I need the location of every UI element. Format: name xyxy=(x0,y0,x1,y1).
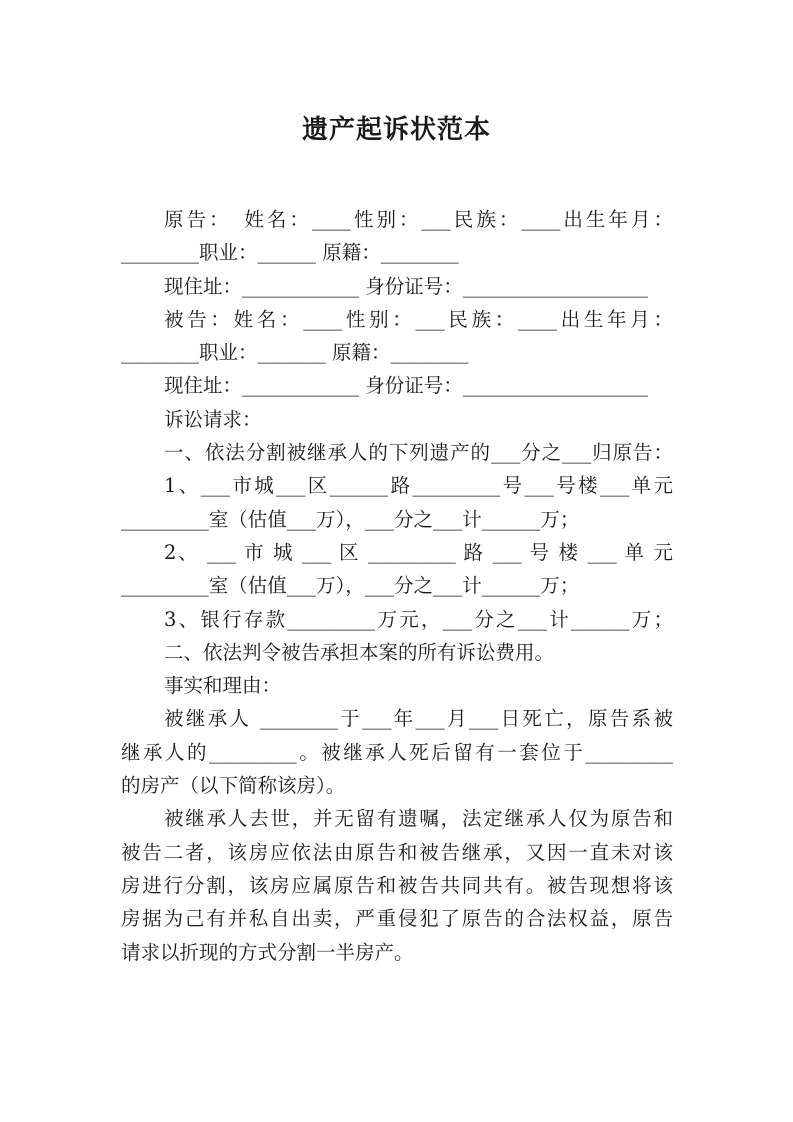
text-line: 被告二者，该房应依法由原告和被告继承，又因一直未对该 xyxy=(121,840,673,864)
text-line: 现住址：____________ 身份证号：___________________ xyxy=(164,374,648,398)
text-line: 房据为己有并私自出卖，严重侵犯了原告的合法权益，原告 xyxy=(121,907,673,931)
text-line: 继承人的_________。被继承人死后留有一套位于_________ xyxy=(121,740,673,764)
text-line: 二、依法判令被告承担本案的所有诉讼费用。 xyxy=(164,640,555,664)
text-line: 房进行分割，该房应属原告和被告共同共有。被告现想将该 xyxy=(121,873,673,897)
text-line: 诉讼请求： xyxy=(164,407,262,431)
text-line: 原告： 姓名：____性别：___民族：____出生年月： xyxy=(164,208,673,231)
text-line: ________职业：______ 原籍：________ xyxy=(121,241,459,265)
text-line: 的房产（以下简称该房）。 xyxy=(121,774,346,798)
text-line: 2、 ___ 市 城 ___ 区 _________ 路 ___ 号 楼 ___ 单 元 xyxy=(164,540,673,564)
text-line: 事实和理由： xyxy=(164,674,282,698)
text-line: 现住址：____________ 身份证号：___________________ xyxy=(164,274,648,298)
text-line: _________室（估值___万），___分之___计______万； xyxy=(121,507,580,531)
document-title: 遗产起诉状范本 xyxy=(301,115,491,145)
text-line: 请求以折现的方式分割一半房产。 xyxy=(121,940,414,964)
text-line: 一、依法分割被继承人的下列遗产的___分之___归原告： xyxy=(164,441,673,465)
text-line: 3、银行存款_________万元，___分之___计______万； xyxy=(164,607,673,631)
text-line: 被告：姓名：____性别：___民族：____出生年月： xyxy=(164,307,673,331)
text-line: 被继承人去世，并无留有遗嘱，法定继承人仅为原告和 xyxy=(164,807,673,831)
text-line: 被继承人 ________于___年___月___日死亡，原告系被 xyxy=(164,707,673,731)
text-line: _________室（估值___万），___分之___计______万； xyxy=(121,574,580,598)
text-line: ________职业：_______ 原籍：________ xyxy=(121,341,469,365)
document-body xyxy=(121,203,673,969)
text-line: 1、___市城___区______路_________号___号楼___单元 xyxy=(164,474,673,498)
